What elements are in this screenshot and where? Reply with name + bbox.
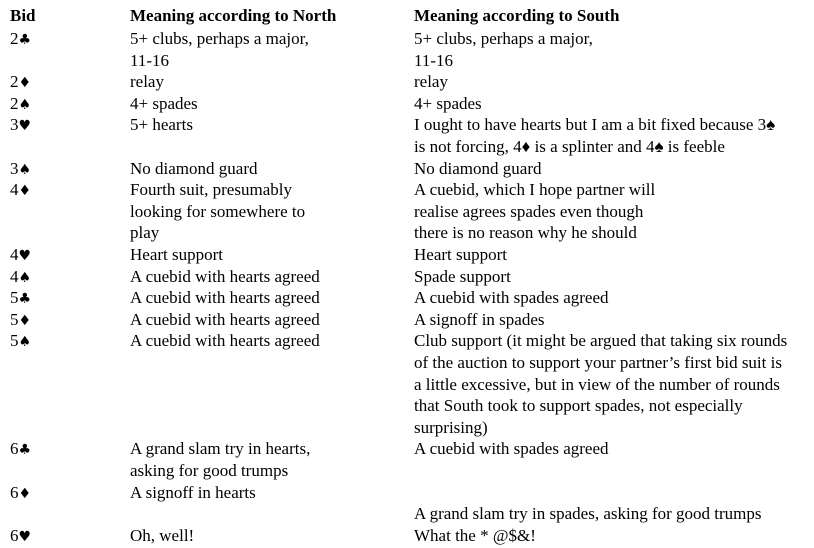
bid-cell — [10, 28, 31, 52]
bid-level: 5 — [10, 288, 19, 308]
north-meaning — [130, 438, 310, 481]
south-meaning — [414, 525, 536, 547]
north-meaning — [130, 525, 194, 547]
bid-cell — [10, 309, 31, 333]
north-meaning — [130, 71, 164, 93]
south-meaning-line: that South took to support spades, not especially — [414, 396, 743, 416]
header-bid: Bid — [10, 6, 36, 25]
bid-level: 4 — [10, 266, 19, 286]
south-meaning-line: relay — [414, 72, 448, 92]
south-meaning — [414, 244, 507, 266]
north-meaning-line: No diamond guard — [130, 158, 258, 178]
suit-symbol: ♣ — [18, 291, 32, 308]
suit-symbol: ♦ — [18, 183, 32, 200]
north-meaning-line: 5+ hearts — [130, 115, 193, 135]
table-row — [0, 309, 814, 331]
suit-symbol: ♠ — [18, 334, 32, 351]
north-meaning-line: relay — [130, 72, 164, 92]
suit-symbol: ♠ — [18, 269, 32, 286]
south-meaning — [414, 28, 593, 71]
south-meaning-line: A cuebid, which I hope partner will — [414, 180, 656, 200]
north-meaning-line: Heart support — [130, 245, 224, 264]
bid-level: 2 — [10, 72, 19, 92]
south-meaning-line: 5+ clubs, perhaps a major, — [414, 29, 593, 48]
south-meaning-line: Club support (it might be argued that taking six rounds — [414, 331, 788, 351]
north-meaning — [130, 244, 223, 266]
south-meaning-line: I ought to have hearts but I am a bit fixed because 3♠ — [414, 115, 776, 135]
north-meaning — [130, 179, 305, 244]
bid-cell — [10, 71, 31, 95]
south-meaning-line: 11-16 — [414, 50, 454, 70]
south-meaning-line: A grand slam try in spades, asking for good trumps — [414, 504, 762, 524]
north-meaning-line: 5+ clubs, perhaps a major, — [130, 29, 309, 48]
north-meaning — [130, 93, 198, 115]
table-row — [0, 244, 814, 266]
south-meaning — [414, 438, 609, 460]
north-meaning — [130, 266, 320, 288]
bid-cell — [10, 158, 31, 182]
bid-cell — [10, 179, 31, 203]
table-row — [0, 482, 814, 525]
south-meaning — [414, 179, 655, 244]
north-meaning-line: 4+ spades — [130, 93, 198, 113]
north-meaning-line: A grand slam try in hearts, — [130, 439, 311, 459]
suit-symbol: ♣ — [18, 32, 32, 48]
bid-level: 2 — [10, 93, 19, 113]
south-meaning — [414, 309, 545, 331]
bid-cell — [10, 93, 31, 117]
south-meaning-line: of the auction to support your partner’s first bid suit is — [414, 352, 782, 372]
south-meaning — [414, 330, 787, 438]
table-header — [0, 5, 814, 27]
south-meaning — [414, 158, 541, 180]
south-meaning-line: A cuebid with spades agreed — [414, 288, 609, 308]
table-row — [0, 287, 814, 309]
bid-cell — [10, 438, 31, 462]
table-row — [0, 93, 814, 115]
south-meaning — [414, 71, 448, 93]
south-meaning-line: surprising) — [414, 417, 488, 437]
south-meaning-line: What the * @$&! — [414, 525, 536, 545]
bid-level: 5 — [10, 309, 19, 329]
south-meaning-line: Spade support — [414, 266, 511, 286]
north-meaning — [130, 28, 309, 71]
south-meaning-line: No diamond guard — [414, 158, 542, 178]
south-meaning-line: realise agrees spades even though — [414, 201, 644, 221]
north-meaning-line: A signoff in hearts — [130, 482, 256, 502]
bid-level: 2 — [10, 29, 19, 48]
bid-cell — [10, 266, 31, 290]
bid-cell — [10, 482, 31, 506]
south-meaning-line: A cuebid with spades agreed — [414, 439, 609, 459]
north-meaning — [130, 114, 193, 136]
bid-level: 6 — [10, 439, 19, 459]
north-meaning-line: A cuebid with hearts agreed — [130, 288, 320, 308]
north-meaning — [130, 330, 320, 352]
bid-level: 4 — [10, 180, 19, 200]
table-row — [0, 525, 814, 547]
bid-cell — [10, 287, 31, 311]
suit-symbol: ♦ — [18, 312, 32, 329]
north-meaning-line: A cuebid with hearts agreed — [130, 266, 320, 286]
table-row — [0, 71, 814, 93]
north-meaning — [130, 482, 256, 504]
suit-symbol: ♥ — [18, 118, 32, 135]
south-meaning-line — [414, 482, 762, 504]
north-meaning-line: play — [130, 223, 160, 243]
south-meaning — [414, 93, 482, 115]
header-south: Meaning according to South — [414, 6, 620, 25]
table-row — [0, 330, 814, 438]
bid-cell — [10, 244, 31, 268]
south-meaning-line: is not forcing, 4♦ is a splinter and 4♠ is feeble — [414, 136, 725, 156]
bid-level: 6 — [10, 482, 19, 502]
suit-symbol: ♦ — [18, 75, 32, 92]
south-meaning — [414, 266, 511, 288]
header-north: Meaning according to North — [130, 6, 337, 25]
north-meaning-line: A cuebid with hearts agreed — [130, 309, 320, 329]
table-row — [0, 28, 814, 71]
north-meaning-line: 11-16 — [130, 50, 170, 70]
bid-cell — [10, 114, 31, 138]
north-meaning — [130, 309, 320, 331]
north-meaning — [130, 287, 320, 309]
suit-symbol: ♠ — [18, 96, 32, 113]
table-row — [0, 158, 814, 180]
bid-level: 6 — [10, 525, 19, 545]
suit-symbol: ♣ — [18, 442, 32, 459]
suit-symbol: ♥ — [18, 528, 32, 545]
south-meaning-line: a little excessive, but in view of the number of rounds — [414, 374, 780, 394]
bid-level: 5 — [10, 331, 19, 351]
north-meaning-line: asking for good trumps — [130, 460, 289, 480]
south-meaning — [414, 114, 775, 157]
north-meaning-line: Fourth suit, presumably — [130, 180, 292, 200]
south-meaning-line: Heart support — [414, 245, 508, 264]
north-meaning-line: A cuebid with hearts agreed — [130, 331, 320, 351]
south-meaning-line: A signoff in spades — [414, 309, 545, 329]
south-meaning-line: 4+ spades — [414, 93, 482, 113]
suit-symbol: ♦ — [18, 485, 32, 502]
suit-symbol: ♠ — [18, 161, 32, 178]
bid-level: 3 — [10, 115, 19, 135]
table-row — [0, 266, 814, 288]
north-meaning — [130, 158, 257, 180]
north-meaning-line: Oh, well! — [130, 525, 195, 545]
table-row — [0, 114, 814, 157]
bid-level: 3 — [10, 158, 19, 178]
bid-cell — [10, 525, 31, 548]
table-row — [0, 438, 814, 481]
south-meaning — [414, 287, 609, 309]
bid-cell — [10, 330, 31, 354]
south-meaning-line: there is no reason why he should — [414, 223, 637, 243]
suit-symbol: ♥ — [18, 248, 32, 264]
north-meaning-line: looking for somewhere to — [130, 201, 306, 221]
table-row — [0, 179, 814, 244]
bid-level: 4 — [10, 245, 19, 264]
south-meaning — [414, 482, 762, 525]
